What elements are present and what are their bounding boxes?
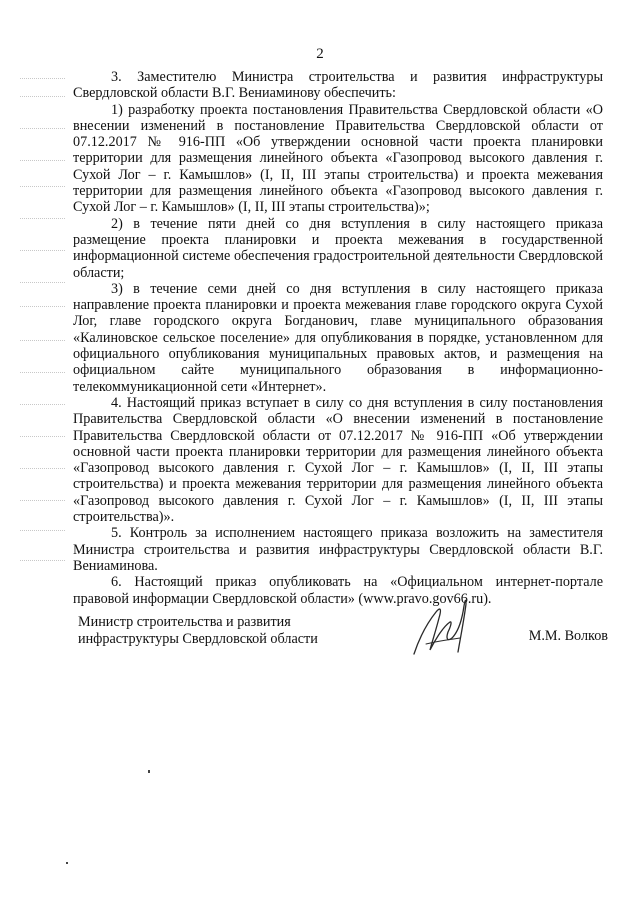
margin-scan-noise	[20, 436, 65, 438]
paragraph-item-5: 5. Контроль за исполнением настоящего приказа возложить на заместителя Министра строительства и развития инфраструктуры Свердловской области В.Г. Вениаминова.	[73, 525, 603, 574]
margin-scan-noise	[20, 306, 65, 308]
margin-scan-noise	[20, 500, 65, 502]
paragraph-item-4: 4. Настоящий приказ вступает в силу со дня вступления в силу постановления Правительства Свердловской области «О внесении изменений в постановление Правительства Свердловской области от 07.12.2017 № 916-ПП «Об утверждении основной части проекта планировки территории для размещения линейного объекта «Газопровод высокого давления г. Сухой Лог – г. Камышлов» (I, II, III этапы строительства) и проекта межевания территории для размещения линейного объекта «Газопровод высокого давления г. Сухой Лог – г. Камышлов» (I, II, III этапы строительства)».	[73, 394, 603, 526]
margin-scan-noise	[20, 340, 65, 342]
paragraph-subitem-3: 3) в течение семи дней со дня вступления в силу настоящего приказа направление проекта планировки и проекта межевания главе городского округа Сухой Лог, главе городского округа Богданович, главе муниципального образования «Калиновское сельское поселение» для опубликования в порядке, установленном для официального опубликования муниципальных правовых актов, и размещения на официальном сайте муниципального образования в информационно-телекоммуникационной сети «Интернет».	[73, 280, 603, 395]
margin-scan-noise	[20, 282, 65, 284]
signer-title: Министр строительства и развития инфраструктуры Свердловской области	[78, 614, 318, 647]
margin-scan-noise	[20, 128, 65, 130]
paragraph-item-6: 6. Настоящий приказ опубликовать на «Официальном интернет-портале правовой информации Свердловской области» (www.pravo.gov66.ru).	[73, 574, 603, 607]
page-number: 2	[316, 46, 324, 62]
margin-scan-noise	[20, 530, 65, 532]
signature-block	[78, 614, 608, 674]
margin-scan-noise	[20, 404, 65, 406]
margin-scan-noise	[20, 250, 65, 252]
margin-scan-noise	[20, 218, 65, 220]
scan-speck	[148, 770, 150, 773]
margin-scan-noise	[20, 96, 65, 98]
scan-speck	[66, 862, 68, 864]
margin-scan-noise	[20, 468, 65, 470]
margin-scan-noise	[20, 160, 65, 162]
handwritten-signature	[406, 592, 476, 672]
document-body	[73, 69, 603, 607]
margin-scan-noise	[20, 186, 65, 188]
margin-scan-noise	[20, 78, 65, 80]
paragraph-item-3: 3. Заместителю Министра строительства и развития инфраструктуры Свердловской области В.Г. Вениаминову обеспечить:	[73, 69, 603, 102]
signer-name: М.М. Волков	[528, 628, 608, 644]
margin-scan-noise	[20, 372, 65, 374]
paragraph-subitem-2: 2) в течение пяти дней со дня вступления в силу настоящего приказа размещение проекта планировки и проекта межевания в государственной информационной системе обеспечения градостроительной деятельности Свердловской области;	[73, 215, 603, 281]
margin-scan-noise	[20, 560, 65, 562]
paragraph-subitem-1: 1) разработку проекта постановления Правительства Свердловской области «О внесении изменений в постановление Правительства Свердловской области от 07.12.2017 № 916-ПП «Об утверждении основной части проекта планировки территории для размещения линейного объекта «Газопровод высокого давления г. Сухой Лог – г. Камышлов» (I, II, III этапы строительства) и проекта межевания территории для размещения линейного объекта «Газопровод высокого давления г. Сухой Лог – г. Камышлов» (I, II, III этапы строительства)»;	[73, 101, 603, 216]
